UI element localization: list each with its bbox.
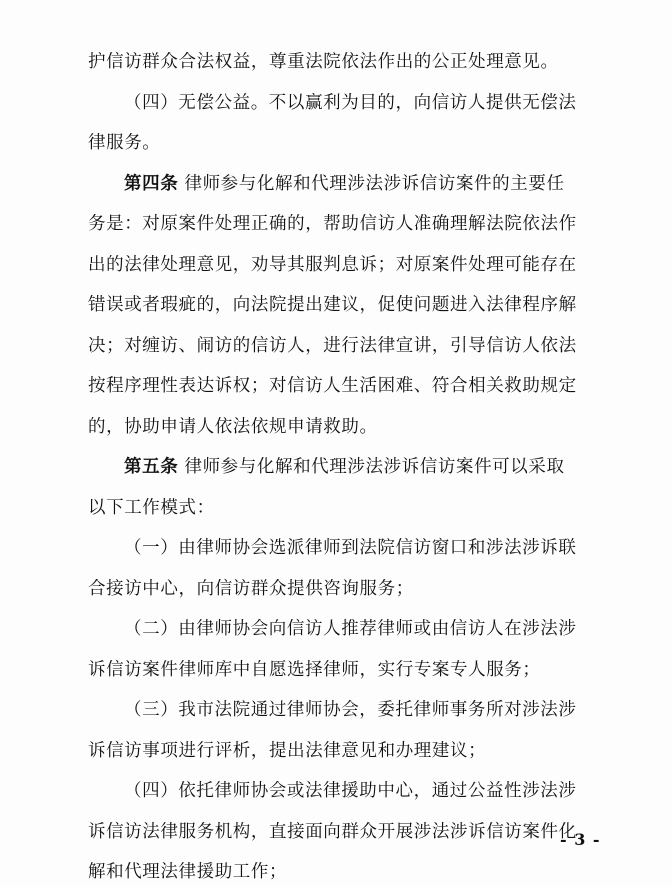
- document-body: [88, 42, 600, 893]
- text-line: 按程序理性表达诉权；对信访人生活困难、符合相关救助规定: [88, 376, 577, 396]
- text-line: 务是：对原案件处理正确的，帮助信访人准确理解法院依法作: [88, 214, 577, 234]
- page-number: - 3 -: [560, 830, 601, 849]
- article-four-heading: 第四条: [124, 173, 179, 194]
- text-line: 诉信访法律服务机构，直接面向群众开展涉法涉诉信访案件化: [88, 821, 577, 842]
- text-line: （二）由律师协会向信访人推荐律师或由信访人在涉法涉: [124, 619, 577, 639]
- article-four-text: 律师参与化解和代理涉法涉诉信访案件的主要任: [184, 173, 565, 194]
- text-line: 错误或者瑕疵的，向法院提出建议，促使问题进入法律程序解: [88, 295, 577, 315]
- text-line: 解和代理法律援助工作；: [88, 862, 288, 882]
- text-line: 以下工作模式：: [88, 497, 215, 518]
- text-line: 的，协助申请人依法依规申请救助。: [88, 416, 378, 437]
- text-line: 护信访群众合法权益，尊重法院依法作出的公正处理意见。: [88, 52, 559, 72]
- article-five-heading: 第五条: [124, 457, 179, 477]
- text-line: （三）我市法院通过律师协会，委托律师事务所对涉法涉: [124, 700, 577, 720]
- text-line: （一）由律师协会选派律师到法院信访窗口和涉法涉诉联: [124, 538, 577, 558]
- text-line: 合接访中心，向信访群众提供咨询服务；: [88, 578, 414, 599]
- text-line: 诉信访事项进行评析，提出法律意见和办理建议；: [88, 740, 487, 761]
- text-line: 诉信访案件律师库中自愿选择律师，实行专案专人服务；: [88, 659, 541, 680]
- article-four-line: [88, 164, 600, 205]
- text-line: （四）无偿公益。不以赢利为目的，向信访人提供无偿法: [124, 92, 577, 113]
- article-five-text: 律师参与化解和代理涉法涉诉信访案件可以采取: [184, 457, 565, 477]
- text-line: 出的法律处理意见，劝导其服判息诉；对原案件处理可能存在: [88, 254, 577, 275]
- article-five-line: [88, 447, 600, 488]
- text-line: 决；对缠访、闹访的信访人，进行法律宣讲，引导信访人依法: [88, 335, 577, 356]
- text-line: 律服务。: [88, 133, 161, 153]
- text-line: （四）依托律师协会或法律援助中心，通过公益性涉法涉: [124, 781, 577, 801]
